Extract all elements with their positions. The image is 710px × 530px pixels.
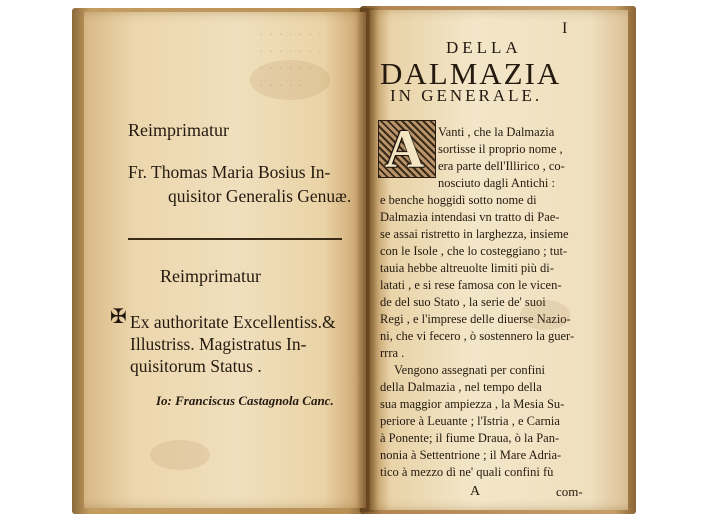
body-line: tauia hebbe altreuolte limiti più di- (380, 261, 554, 275)
separator-rule (128, 238, 342, 240)
chancellor-signature: Io: Franciscus Castagnola Canc. (156, 393, 334, 408)
body-line: se assai ristretto in larghezza, insieme (380, 227, 569, 241)
drop-cap-letter: A (385, 119, 424, 179)
body-line: nonia à Settentrione ; il Mare Adria- (380, 448, 562, 462)
title-della: DELLA (446, 38, 522, 57)
body-line: ni, che vi fecero , ò sostennero la guer- (380, 329, 575, 343)
censor-line-1: Fr. Thomas Maria Bosius In- (128, 162, 331, 182)
body-line: Regi , e l'imprese delle diuerse Nazio- (380, 312, 571, 326)
body-line: e benche hoggidì sotto nome di (380, 193, 537, 207)
censor-line-2: quisitor Generalis Genuæ. (168, 186, 352, 206)
bleed-through-text: . . . . . . . . . . . . . . . . . . . . . . . . . (260, 23, 322, 89)
body-line: sortisse il proprio nome , (438, 142, 563, 156)
spine-gutter (356, 8, 378, 512)
imprimatur-heading-2: Reimprimatur (160, 266, 261, 286)
body-line: de del suo Stato , la serie de' suoi (380, 295, 546, 309)
foxing-stain (250, 60, 330, 100)
body-line: periore à Leuante ; l'Istria , e Carnia (380, 414, 560, 428)
signature-mark: A (470, 484, 481, 499)
body-line: sua maggior ampiezza , la Mesia Su- (380, 397, 565, 411)
body-line: tico à mezzo dì ne' quali confini fù (380, 465, 554, 479)
title-in-generale: IN GENERALE. (390, 86, 543, 105)
body-line: nosciuto dagli Antichi : (438, 176, 556, 190)
foxing-stain (520, 300, 570, 330)
body-line: à Ponente; il fiume Draua, ò la Pan- (380, 431, 560, 445)
imprimatur-heading-1: Reimprimatur (128, 120, 229, 140)
body-line: latati , e si rese famosa con le vicen- (380, 278, 562, 292)
authority-line-1: Ex authoritate Excellentiss.& (130, 312, 336, 332)
decorated-initial (378, 120, 436, 178)
body-line: Dalmazia intendasi vn tratto di Pae- (380, 210, 560, 224)
authority-line-2: Illustriss. Magistratus In- (130, 334, 307, 354)
foxing-stain (150, 440, 210, 470)
body-line: con le Isole , che lo costeggiano ; tut- (380, 244, 568, 258)
body-line: Vengono assegnati per confini (394, 363, 546, 377)
body-line: rrra . (380, 346, 405, 360)
catchword: com- (556, 484, 583, 499)
body-line: Vanti , che la Dalmazia (438, 125, 555, 139)
page-number: I (562, 20, 568, 37)
body-line: era parte dell'Illirico , co- (438, 159, 565, 173)
fleuron-icon: ✠ (110, 306, 127, 328)
authority-line-3: quisitorum Status . (130, 356, 262, 376)
title-dalmazia: DALMAZIA (380, 56, 562, 91)
body-line: della Dalmazia , nel tempo della (380, 380, 542, 394)
